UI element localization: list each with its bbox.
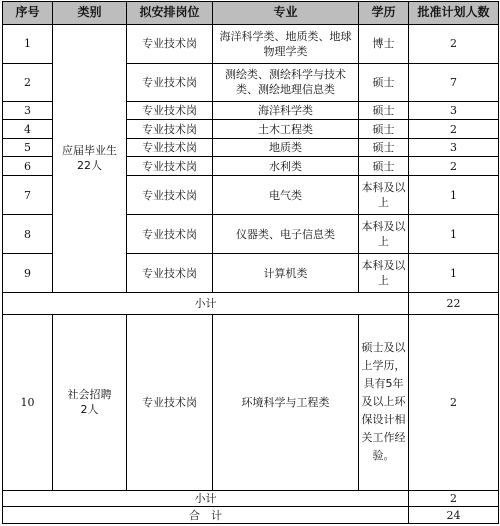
subtotal-value: 2 (409, 490, 499, 506)
header-seq: 序号 (3, 2, 53, 25)
row-post: 专业技术岗 (127, 314, 213, 490)
row-education: 博士 (359, 24, 409, 63)
header-major: 专业 (213, 2, 359, 25)
header-row (3, 2, 499, 25)
row-major: 土木工程类 (213, 120, 359, 139)
row-major: 海洋科学类 (213, 101, 359, 120)
total-label (3, 507, 409, 524)
row-count: 2 (409, 120, 499, 139)
row-education: 硕士 (359, 120, 409, 139)
table-row (3, 24, 499, 63)
category-count: 22人 (77, 159, 102, 173)
category-label: 应届毕业生 (62, 144, 117, 158)
header-education: 学历 (359, 2, 409, 25)
row-education: 硕士 (359, 101, 409, 120)
row-count: 2 (409, 157, 499, 176)
subtotal-row (3, 293, 499, 315)
row-seq: 5 (3, 138, 53, 157)
row-seq: 7 (3, 175, 53, 214)
row-major: 测绘类、测绘科学与技术类、测绘地理信息类 (213, 63, 359, 101)
row-post: 专业技术岗 (127, 120, 213, 139)
row-education: 硕士 (359, 138, 409, 157)
row-count: 3 (409, 138, 499, 157)
row-count: 2 (409, 314, 499, 490)
row-major: 海洋科学类、地质类、地球物理学类 (213, 24, 359, 63)
row-post: 专业技术岗 (127, 24, 213, 63)
row-education: 硕士 (359, 63, 409, 101)
row-post: 专业技术岗 (127, 157, 213, 176)
table-row (3, 314, 499, 490)
row-education: 本科及以上 (359, 254, 409, 293)
row-education: 硕士及以上学历，具有5年及以上环保设计相关工作经验。 (359, 314, 409, 490)
row-count: 7 (409, 63, 499, 101)
category-cell (53, 314, 127, 490)
row-seq: 9 (3, 254, 53, 293)
header-post: 拟安排岗位 (127, 2, 213, 25)
row-count: 1 (409, 175, 499, 214)
row-post: 专业技术岗 (127, 254, 213, 293)
row-post: 专业技术岗 (127, 101, 213, 120)
row-education: 本科及以上 (359, 215, 409, 254)
row-major: 仪器类、电子信息类 (213, 215, 359, 254)
row-post: 专业技术岗 (127, 175, 213, 214)
row-count: 2 (409, 24, 499, 63)
row-post: 专业技术岗 (127, 138, 213, 157)
row-post: 专业技术岗 (127, 215, 213, 254)
category-cell (53, 24, 127, 293)
row-major: 环境科学与工程类 (213, 314, 359, 490)
subtotal-label: 小计 (3, 490, 409, 506)
row-seq: 1 (3, 24, 53, 63)
row-seq: 8 (3, 215, 53, 254)
row-seq: 6 (3, 157, 53, 176)
row-post: 专业技术岗 (127, 63, 213, 101)
header-category: 类别 (53, 2, 127, 25)
row-seq: 10 (3, 314, 53, 490)
row-major: 电气类 (213, 175, 359, 214)
row-seq: 4 (3, 120, 53, 139)
total-value: 24 (409, 507, 499, 524)
row-major: 水利类 (213, 157, 359, 176)
row-education: 本科及以上 (359, 175, 409, 214)
header-approved-count: 批准计划人数 (409, 2, 499, 25)
row-major: 地质类 (213, 138, 359, 157)
row-seq: 2 (3, 63, 53, 101)
total-label-part: 合 (189, 508, 200, 522)
subtotal-label: 小计 (3, 293, 409, 315)
row-seq: 3 (3, 101, 53, 120)
category-label: 社会招聘 (67, 388, 112, 402)
subtotal-value: 22 (409, 293, 499, 315)
total-label-part: 计 (211, 508, 222, 522)
category-count: 2人 (80, 403, 99, 417)
row-education: 硕士 (359, 157, 409, 176)
row-count: 1 (409, 254, 499, 293)
row-major: 计算机类 (213, 254, 359, 293)
recruitment-plan-table (2, 1, 499, 524)
row-count: 1 (409, 215, 499, 254)
row-count: 3 (409, 101, 499, 120)
subtotal-row (3, 490, 499, 506)
total-row (3, 507, 499, 524)
